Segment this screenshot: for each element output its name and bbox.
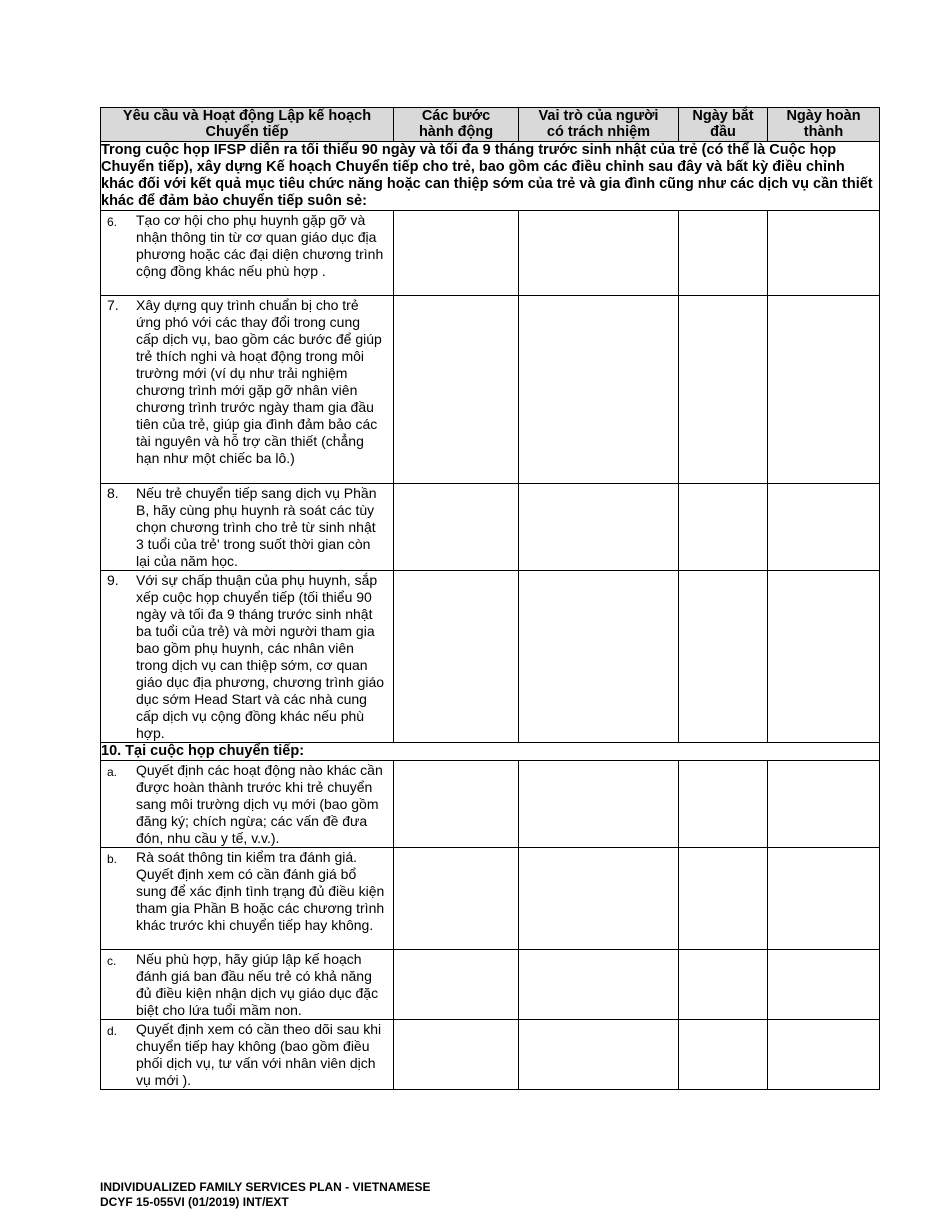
item-text: Với sự chấp thuận của phụ huynh, sắp xếp cuộc họp chuyển tiếp (tối thiểu 90 ngày và tối đa 9 tháng trước sinh nhật ba tuổi của trẻ) và mời người tham gia bao gồm phụ huynh, các nhân viên trong dịch vụ can thiệp sớm, cơ quan giáo dục địa phương, chương trình giáo dục sớm Head Start và các nhà cung cấp dịch vụ cộng đồng khác nếu phù hợp. [136, 572, 385, 741]
table-row [101, 761, 880, 848]
start-date-cell[interactable] [679, 1020, 768, 1090]
table-row [101, 950, 880, 1020]
start-date-cell[interactable] [679, 848, 768, 950]
action-steps-cell[interactable] [394, 950, 519, 1020]
item-number: 6. [107, 215, 118, 229]
item-text: Quyết định các hoạt động nào khác cần được hoàn thành trước khi trẻ chuyển sang môi trường dịch vụ mới (bao gồm đăng ký; chích ngừa; các vấn đề đưa đón, nhu cầu y tế, v.v.). [136, 762, 383, 846]
completion-date-cell[interactable] [768, 1020, 880, 1090]
responsible-role-cell[interactable] [519, 950, 679, 1020]
action-steps-cell[interactable] [394, 211, 519, 296]
form-footer [100, 1180, 431, 1210]
action-steps-cell[interactable] [394, 571, 519, 743]
action-steps-cell[interactable] [394, 484, 519, 571]
item-letter: d. [107, 1024, 118, 1038]
item-text: Tạo cơ hội cho phụ huynh gặp gỡ và nhận thông tin từ cơ quan giáo dục địa phương hoặc các đại diện chương trình cộng đồng khác nếu phù hợp . [136, 212, 384, 279]
footer-form-number: DCYF 15-055VI (01/2019) INT/EXT [100, 1195, 289, 1209]
intro-row [101, 142, 880, 211]
item-letter: a. [107, 765, 118, 779]
section-row [101, 743, 880, 761]
start-date-cell[interactable] [679, 484, 768, 571]
start-date-cell[interactable] [679, 571, 768, 743]
table-row [101, 1020, 880, 1090]
header-row [101, 108, 880, 142]
responsible-role-cell[interactable] [519, 571, 679, 743]
intro-text: Trong cuộc họp IFSP diễn ra tối thiểu 90 ngày và tối đa 9 tháng trước sinh nhật của trẻ (có thể là Cuộc họp Chuyển tiếp), xây dựng Kế hoạch Chuyển tiếp cho trẻ, bao gồm các điều chỉnh sau đây và bất kỳ điều chỉnh khác đối với kết quả mục tiêu chức năng hoặc can thiệp sớm của trẻ và gia đình cũng như các dịch vụ cần thiết khác để đảm bảo chuyển tiếp suôn sẻ: [101, 142, 880, 211]
action-steps-cell[interactable] [394, 848, 519, 950]
header-action-steps: Các bước hành động [394, 108, 519, 142]
header-start-date: Ngày bắt đầu [679, 108, 768, 142]
header-responsible-role: Vai trò của người có trách nhiệm [519, 108, 679, 142]
responsible-role-cell[interactable] [519, 848, 679, 950]
item-number: 9. [107, 572, 119, 588]
responsible-role-cell[interactable] [519, 211, 679, 296]
item-number: 8. [107, 485, 119, 501]
responsible-role-cell[interactable] [519, 296, 679, 484]
header-requirements: Yêu cầu và Hoạt động Lập kế hoạch Chuyển tiếp [101, 108, 394, 142]
item-text: Quyết định xem có cần theo dõi sau khi chuyển tiếp hay không (bao gồm điều phối dịch vụ, tư vấn với nhân viên dịch vụ mới ). [136, 1021, 382, 1088]
header-completion-date: Ngày hoàn thành [768, 108, 880, 142]
responsible-role-cell[interactable] [519, 1020, 679, 1090]
table-row [101, 484, 880, 571]
item-text: Nếu phù hợp, hãy giúp lập kế hoạch đánh giá ban đầu nếu trẻ có khả năng đủ điều kiện nhận dịch vụ giáo dục đặc biệt cho lứa tuổi mầm non. [136, 951, 379, 1018]
action-steps-cell[interactable] [394, 1020, 519, 1090]
responsible-role-cell[interactable] [519, 484, 679, 571]
start-date-cell[interactable] [679, 761, 768, 848]
action-steps-cell[interactable] [394, 296, 519, 484]
completion-date-cell[interactable] [768, 848, 880, 950]
completion-date-cell[interactable] [768, 761, 880, 848]
table-row [101, 211, 880, 296]
table-row [101, 848, 880, 950]
start-date-cell[interactable] [679, 296, 768, 484]
table-row [101, 571, 880, 743]
item-letter: b. [107, 852, 118, 866]
action-steps-cell[interactable] [394, 761, 519, 848]
section-heading: 10. Tại cuộc họp chuyển tiếp: [101, 743, 880, 761]
completion-date-cell[interactable] [768, 211, 880, 296]
responsible-role-cell[interactable] [519, 761, 679, 848]
item-text: Xây dựng quy trình chuẩn bị cho trẻ ứng phó với các thay đổi trong cung cấp dịch vụ, bao gồm các bước để giúp trẻ thích nghi và hoạt động trong môi trường mới (ví dụ như trải nghiệm chương trình mới gặp gỡ nhân viên chương trình trước ngày tham gia đầu tiên của trẻ, giúp gia đình đảm bảo các tài nguyên và hỗ trợ cần thiết (chẳng hạn như một chiếc ba lô.) [136, 297, 382, 466]
start-date-cell[interactable] [679, 950, 768, 1020]
completion-date-cell[interactable] [768, 950, 880, 1020]
item-letter: c. [107, 954, 117, 968]
footer-form-title: INDIVIDUALIZED FAMILY SERVICES PLAN - VIETNAMESE [100, 1180, 431, 1194]
item-text: Rà soát thông tin kiểm tra đánh giá. Quyết định xem có cần đánh giá bổ sung để xác định tình trạng đủ điều kiện tham gia Phần B hoặc các chương trình khác trước khi chuyển tiếp hay không. [136, 849, 385, 933]
transition-plan-table [100, 107, 880, 1090]
completion-date-cell[interactable] [768, 484, 880, 571]
item-text: Nếu trẻ chuyển tiếp sang dịch vụ Phần B, hãy cùng phụ huynh rà soát các tùy chọn chương trình cho trẻ từ sinh nhật 3 tuổi của trẻ' trong suốt thời gian còn lại của năm học. [136, 485, 377, 569]
completion-date-cell[interactable] [768, 571, 880, 743]
item-number: 7. [107, 297, 119, 313]
completion-date-cell[interactable] [768, 296, 880, 484]
start-date-cell[interactable] [679, 211, 768, 296]
table-row [101, 296, 880, 484]
